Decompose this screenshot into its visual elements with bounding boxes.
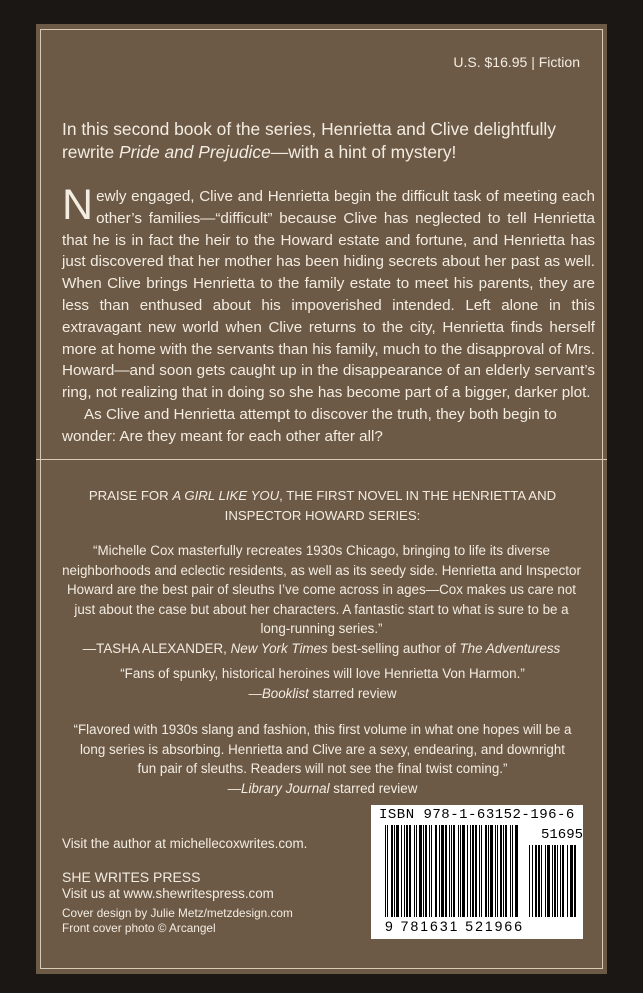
- photo-credit: Front cover photo © Arcangel: [62, 921, 216, 935]
- quote-2-text: “Fans of spunky, historical heroines will love Henrietta Von Harmon.”: [120, 666, 525, 681]
- lead-text-after: —with a hint of mystery!: [270, 142, 457, 162]
- review-quote-2: [90, 664, 555, 703]
- attrib-3-pub: —Library Journal: [227, 780, 330, 796]
- lead-book-title: Pride and Prejudice: [119, 142, 271, 162]
- description-paragraph-1: [62, 181, 595, 404]
- section-divider: [36, 459, 607, 460]
- quote-1-attribution: [58, 639, 585, 659]
- lead-text-before: In this second book of the series, Henrietta and Clive delightfully rewrite: [62, 119, 556, 162]
- isbn-number: ISBN 978-1-63152-196-6: [379, 807, 575, 823]
- praise-heading: [70, 486, 575, 526]
- cover-design-credit: Cover design by Julie Metz/metzdesign.com: [62, 906, 293, 920]
- barcode-digits: 9 781631 521966: [385, 918, 524, 934]
- review-quote-1: [58, 541, 585, 659]
- attrib-2-rest: starred review: [308, 685, 397, 701]
- description-paragraph-2: As Clive and Henrietta attempt to discover the truth, they both begin to wonder: Are they meant for each other after all?: [62, 405, 557, 445]
- quote-2-attribution: [90, 684, 555, 704]
- price-category: U.S. $16.95 | Fiction: [453, 54, 580, 70]
- attrib-1-mid: best-selling author of: [327, 640, 460, 656]
- quote-3-attribution: [70, 779, 575, 799]
- attrib-1-book: The Adventuress: [459, 640, 561, 656]
- description: [62, 181, 595, 448]
- praise-head-after: , THE FIRST NOVEL IN THE HENRIETTA AND INSPECTOR HOWARD SERIES:: [224, 488, 557, 523]
- attrib-2-pub: —Booklist: [248, 685, 309, 701]
- paragraph-1-text: ewly engaged, Clive and Henrietta begin the difficult task of meeting each other’s families—“difficult” because Clive has neglected to tell Henrietta that he is in fact the heir to the Howard estate and fortune, and Henrietta has just discovered that her mother has been hiding secrets about her past as well. When Clive brings Henrietta to the family estate to meet his parents, they are less than enthused about his impoverished intended. Left alone in this extravagant new world when Clive returns to the city, Henrietta finds herself more at home with the servants than his family, much to the disapproval of Mrs. Howard—and soon gets caught up in the disappearance of an elderly servant’s ring, not realizing that in doing so she has become part of a bigger, darker plot.: [62, 188, 595, 402]
- drop-cap: N: [62, 181, 94, 229]
- praise-head-title: A GIRL LIKE YOU: [172, 488, 280, 503]
- attrib-1-pub: New York Times: [230, 640, 328, 656]
- review-quote-3: [70, 720, 575, 798]
- attrib-3-rest: starred review: [329, 780, 418, 796]
- quote-1-text: “Michelle Cox masterfully recreates 1930s Chicago, bringing to life its diverse neighborhoods and eclectic residents, as well as its seedy side. Henrietta and Inspector Howard are the best pair of sleuths I’ve come across in ages—Cox makes us care not just about the case but about her characters. A fantastic start to what is sure to be a long-running series.”: [62, 543, 581, 637]
- praise-head-before: PRAISE FOR: [88, 488, 173, 503]
- publisher-website: Visit us at www.shewritespress.com: [62, 886, 274, 901]
- price-code: 51695: [541, 827, 584, 843]
- lead-blurb: [62, 118, 592, 164]
- isbn-barcode: [371, 805, 583, 939]
- attrib-1-name: —TASHA ALEXANDER,: [82, 640, 231, 656]
- quote-3-text: “Flavored with 1930s slang and fashion, this first volume in what one hopes will be a long series is absorbing. Henrietta and Clive are a sexy, endearing, and downright fun pair of sleuths. Readers will not see the final twist coming.”: [73, 722, 572, 777]
- publisher-name: SHE WRITES PRESS: [62, 869, 201, 885]
- author-website: Visit the author at michellecoxwrites.com.: [62, 836, 308, 851]
